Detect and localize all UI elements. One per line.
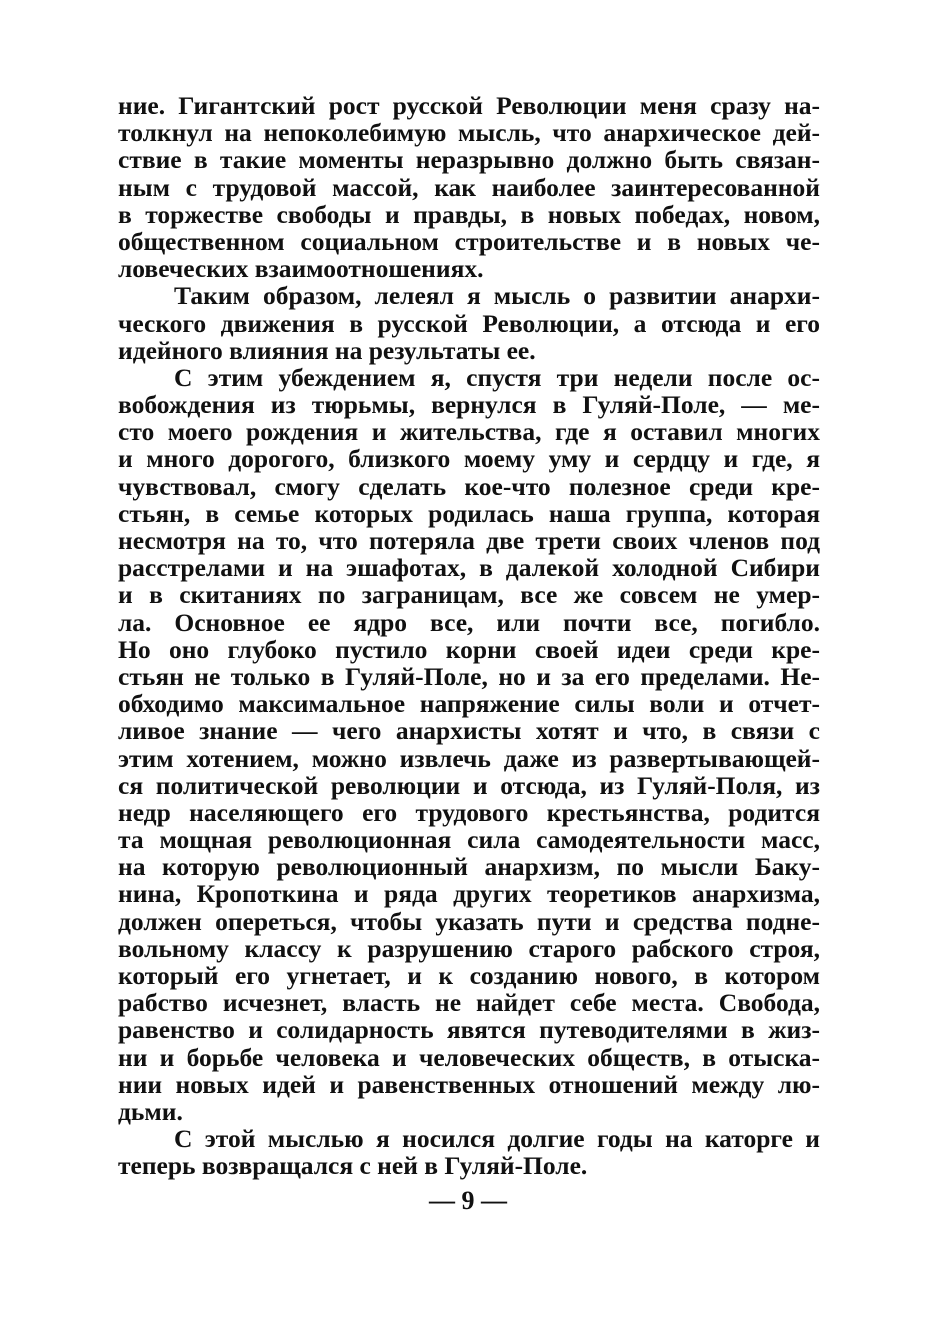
text-line: рабство исчезнет, власть не найдет себе места. Свобода, [118,988,820,1018]
paragraph-4 [118,1125,820,1179]
text-line: который его угнетает, и к созданию нового, в котором [118,961,820,990]
text-line: обходимо максимальное напряжение силы воли и отчет- [118,689,820,719]
page-number: — 9 — [429,1186,507,1215]
text-line: вобождения из тюрьмы, вернулся в Гуляй-Поле, — ме- [118,390,820,420]
text-line: Но оно глубоко пустило корни своей идеи среди кре- [118,634,820,664]
text-line: чувствовал, смогу сделать кое-что полезное среди кре- [118,471,820,501]
text-line: равенство и солидарность явятся путеводителями в жиз- [118,1015,820,1045]
text-line: идейного влияния на результаты ее. [118,335,536,365]
text-line: сто моего рождения и жительства, где я оставил многих [118,417,820,447]
text-line: общественном социальном строительстве и в новых че- [118,226,820,256]
text-line: несмотря на то, что потеряла две трети своих членов под [118,526,820,555]
text-line: С этим убеждением я, спустя три недели после ос- [174,362,820,392]
text-line: дьми. [118,1096,183,1126]
text-line: ние. Гигантский рост русской Революции меня сразу на- [118,91,820,120]
text-line: должен опереться, чтобы указать пути и средства подне- [118,906,820,936]
text-line: ни и борьбе человека и человеческих обществ, в отыска- [118,1042,820,1072]
text-line: ствие в такие моменты неразрывно должно быть связан- [118,145,820,175]
text-line: ла. Основное ее ядро все, или почти все, погибло. [118,607,820,637]
paragraph-1 [118,92,820,282]
text-line: вольному классу к разрушению старого рабского строя, [118,933,820,963]
text-line: ловеческих взаимоотношениях. [118,254,484,284]
text-line: расстрелами и на эшафотах, в далекой холодной Сибири [118,553,820,583]
text-line: теперь возвращался с ней в Гуляй-Поле. [118,1151,588,1181]
text-line: ливое знание — чего анархисты хотят и что, в связи с [118,716,820,746]
text-line: С этой мыслью я носился долгие годы на каторге и [174,1124,820,1154]
text-line: Таким образом, лелеял я мысль о развитии анархи- [174,281,820,311]
text-line: нии новых идей и равенственных отношений между лю- [118,1069,820,1099]
paragraph-2 [118,282,820,364]
text-line: и в скитаниях по заграницам, все же совсем не умер- [118,580,820,610]
text-line: стьян не только в Гуляй-Поле, но и за его пределами. Не- [118,661,820,691]
text-line: этим хотением, можно извлечь даже из развертывающей- [118,743,820,773]
text-line: и много дорогого, близкого моему уму и сердцу и где, я [118,444,820,474]
text-line: в торжестве свободы и правды, в новых победах, новом, [118,199,820,229]
text-line: на которую революционный анархизм, по мысли Баку- [118,852,820,882]
paragraph-3 [118,364,820,1125]
text-line: недр населяющего его трудового крестьянства, родится [118,797,820,827]
text-line: ческого движения в русской Революции, а отсюда и его [118,308,820,338]
text-line: та мощная революционная сила самодеятельности масс, [118,825,820,855]
text-line: стьян, в семье которых родилась наша группа, которая [118,498,820,528]
text-line: ся политической революции и отсюда, из Гуляй-Поля, из [118,770,820,800]
page-body [118,92,820,1180]
text-line: толкнул на непоколебимую мысль, что анархическое дей- [118,118,820,148]
text-line: ным с трудовой массой, как наиболее заинтересованной [118,172,820,202]
text-line: нина, Кропоткина и ряда других теоретиков анархизма, [118,879,820,909]
